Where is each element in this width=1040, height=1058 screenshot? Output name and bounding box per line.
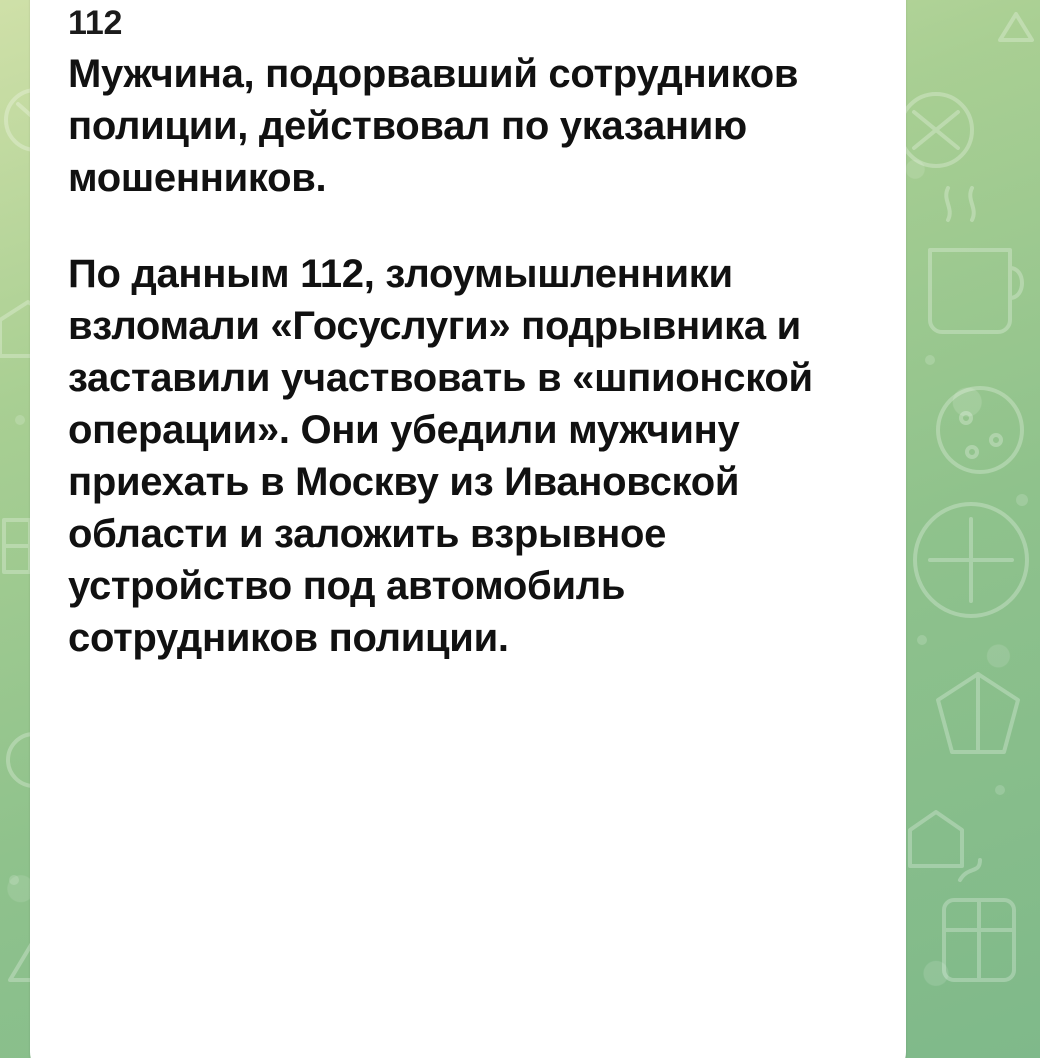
message-paragraph: Мужчина, подорвавший сотрудников полиции, действовал по указанию мошенников. [68,52,799,201]
message-channel-name: 112 [68,4,123,42]
message-paragraph: По данным 112, злоумышленники взломали «Госуслуги» подрывника и заставили участвовать в «шпионской операции». Они убедили мужчину приехать в Москву из Ивановской области и заложить взрывное устройство под автомобиль сотрудников полиции. [68,252,813,661]
message-bubble[interactable] [30,0,906,1058]
message-text [68,48,872,664]
